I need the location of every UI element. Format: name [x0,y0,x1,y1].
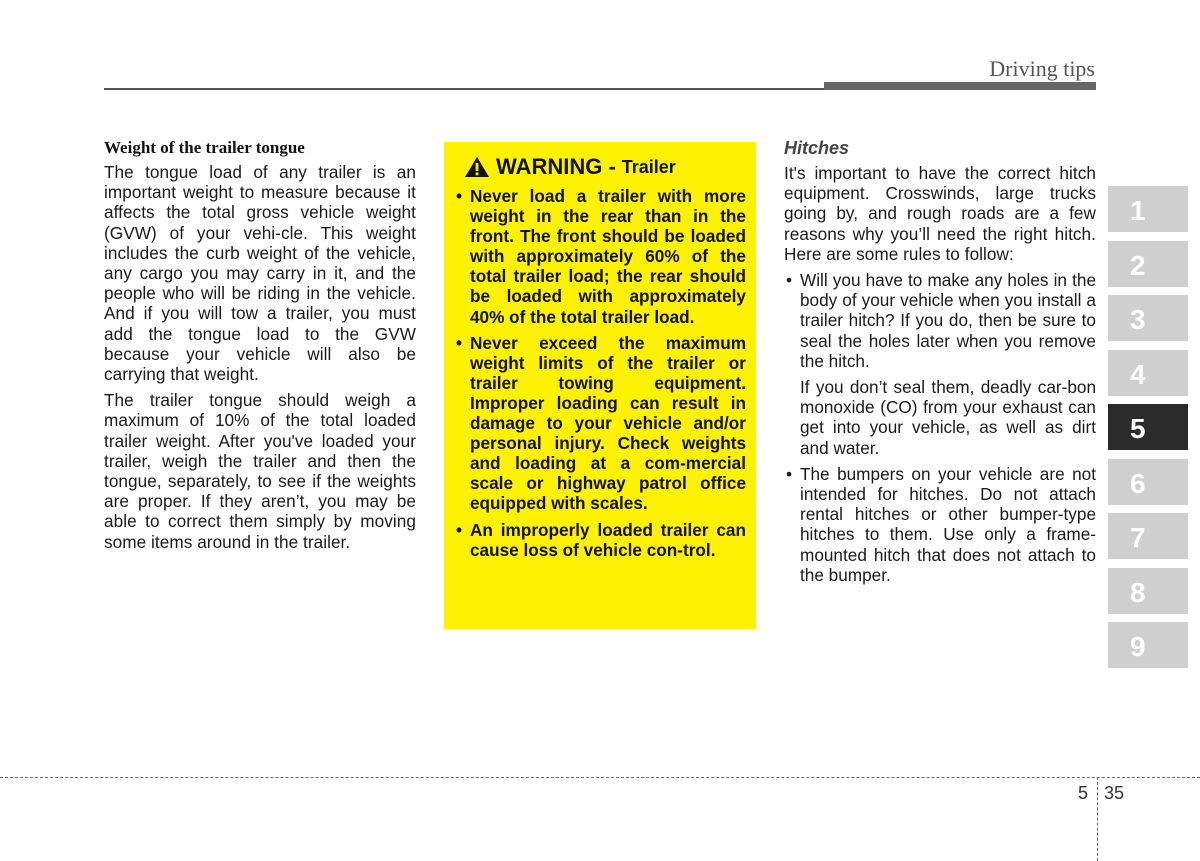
hitch-rules-list [784,270,1096,585]
chapter-tab-8[interactable]: 8 [1108,568,1188,614]
list-item-text: Will you have to make any holes in the body of your vehicle when you install a trailer hitch? If you do, then be sure to seal the holes later when you remove the hitch. [800,270,1096,371]
chapter-tab-9[interactable]: 9 [1108,622,1188,668]
warning-subject: Trailer [621,156,676,177]
page-section-title: Driving tips [989,56,1095,81]
footer-divider [1097,777,1098,861]
paragraph: The trailer tongue should weigh a maximum of 10% of the total loaded trailer weight. After you've loaded your trailer, weigh the trailer and then the tongue, separately, to see if the weights are proper. If they aren’t, you may be able to correct them simply by moving some items around in the trailer. [104,390,416,552]
warning-box [444,142,756,629]
chapter-tab-3[interactable]: 3 [1108,295,1188,341]
footer-rule [0,777,1200,778]
warning-triangle-icon [464,155,490,179]
warning-item: • An improperly loaded trailer can cause loss of vehicle con-trol. [454,520,746,560]
header-rule [104,88,826,90]
chapter-tabs [1108,186,1188,677]
chapter-tab-7[interactable]: 7 [1108,513,1188,559]
chapter-tab-4[interactable]: 4 [1108,350,1188,396]
chapter-tab-2[interactable]: 2 [1108,241,1188,287]
chapter-tab-5[interactable]: 5 [1108,404,1188,450]
left-column [104,138,416,558]
warning-item: • Never exceed the maximum weight limits of the trailer or trailer towing equipment. Improper loading can result in damage to your vehicle and/or personal injury. Check weights and loading at a com-mercial scale or highway patrol office equipped with scales. [454,333,746,514]
list-item [784,270,1096,458]
paragraph: The tongue load of any trailer is an important weight to measure because it affects the total gross vehicle weight (GVW) of your vehi-cle. This weight includes the curb weight of the vehicle, any cargo you may carry in it, and the people who will be riding in the vehicle. And if you will tow a trailer, you must add the tongue load to the GVW because your vehicle will also be carrying that weight. [104,162,416,385]
right-column [784,138,1096,591]
page-number: 35 [1104,783,1125,803]
list-item [784,464,1096,585]
page-chapter-number: 5 [1078,783,1089,803]
section-heading-hitches: Hitches [784,138,850,158]
warning-label: WARNING - [496,154,616,179]
chapter-tab-6[interactable]: 6 [1108,459,1188,505]
header-rule-accent [824,82,1096,90]
chapter-tab-1[interactable]: 1 [1108,186,1188,232]
list-item-note: If you don’t seal them, deadly car-bon monoxide (CO) from your exhaust can get into your vehicle, as well as dirt and water. [800,377,1096,458]
warning-list [454,186,746,560]
warning-title [464,154,746,180]
section-heading-tongue-weight: Weight of the trailer tongue [104,138,305,157]
paragraph: It's important to have the correct hitch equipment. Crosswinds, large trucks going by, and rough roads are a few reasons why you’ll need the right hitch. Here are some rules to follow: [784,163,1096,264]
list-item-text: The bumpers on your vehicle are not intended for hitches. Do not attach rental hitches or other bumper-type hitches to them. Use only a frame-mounted hitch that does not attach to the bumper. [800,463,1096,585]
warning-item: • Never load a trailer with more weight in the rear than in the front. The front should be loaded with approximately 60% of the total trailer load; the rear should be loaded with approximately 40% of the total trailer load. [454,186,746,327]
